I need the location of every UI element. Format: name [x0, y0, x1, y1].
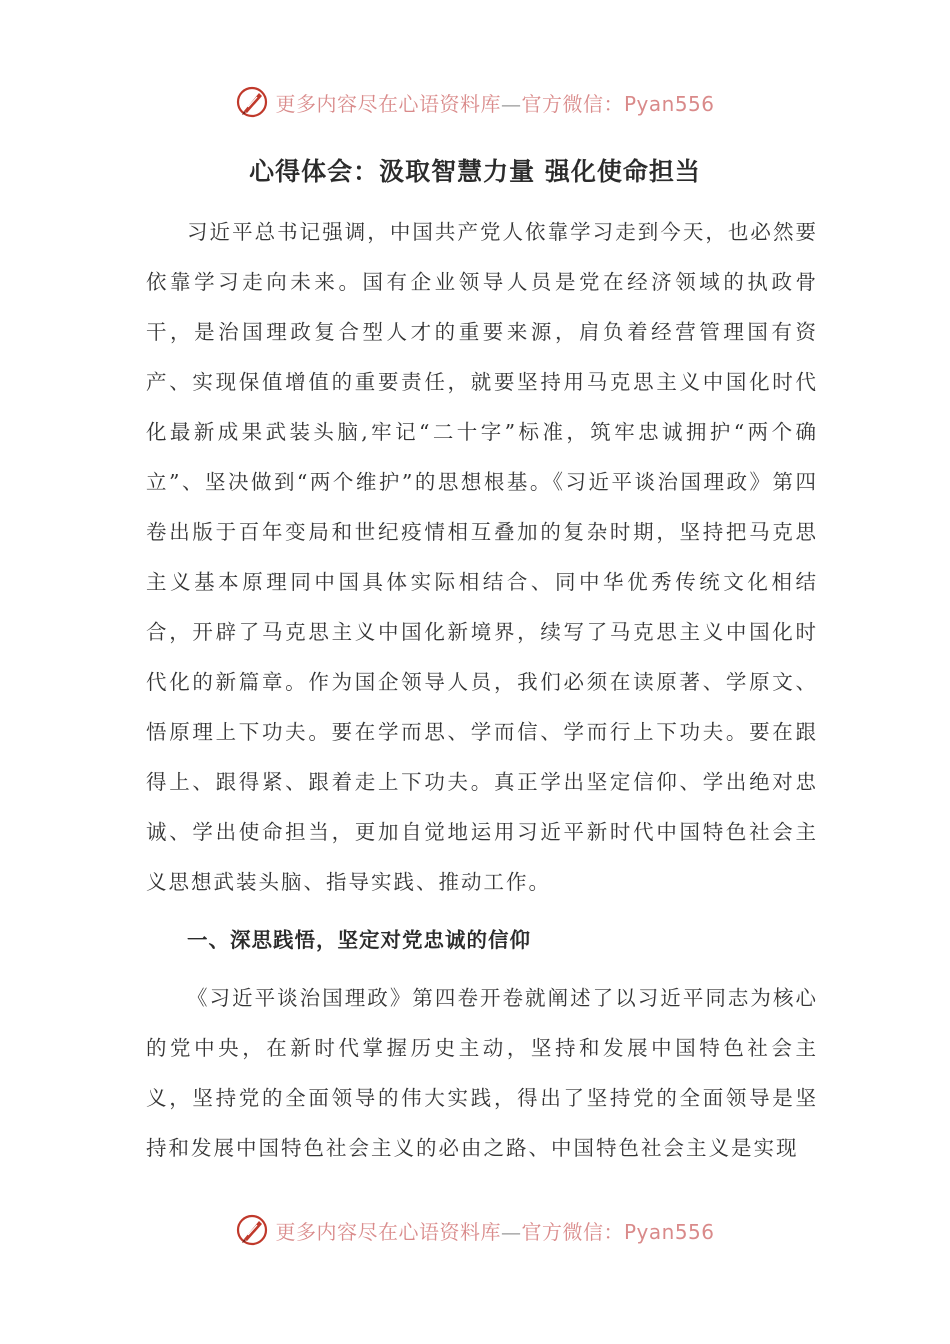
banner-text: 更多内容尽在心语资料库—官方微信：Pyan556: [275, 91, 715, 116]
document-body: [146, 207, 818, 1173]
header-banner: [0, 82, 950, 122]
document-title: 心得体会：汲取智慧力量 强化使命担当: [249, 157, 701, 186]
banner-text: 更多内容尽在心语资料库—官方微信：Pyan556: [275, 1219, 715, 1244]
quill-pen-logo-icon: [235, 85, 269, 119]
section-heading: 一、深思践悟，坚定对党忠诚的信仰: [187, 928, 531, 952]
footer-banner: [0, 1210, 950, 1250]
body-paragraph: 习近平总书记强调，中国共产党人依靠学习走到今天，也必然要依靠学习走向未来。国有企业领导人员是党在经济领域的执政骨干，是治国理政复合型人才的重要来源，肩负着经营管理国有资产、实现保值增值的重要责任，就要坚持用马克思主义中国化时代化最新成果武装头脑,牢记“二十字”标准，筑牢忠诚拥护“两个确立”、坚决做到“两个维护”的思想根基。《习近平谈治国理政》第四卷出版于百年变局和世纪疫情相互叠加的复杂时期，坚持把马克思主义基本原理同中国具体实际相结合、同中华优秀传统文化相结合，开辟了马克思主义中国化新境界，续写了马克思主义中国化时代化的新篇章。作为国企领导人员，我们必须在读原著、学原文、悟原理上下功夫。要在学而思、学而信、学而行上下功夫。要在跟得上、跟得紧、跟着走上下功夫。真正学出坚定信仰、学出绝对忠诚、学出使命担当，更加自觉地运用习近平新时代中国特色社会主义思想武装头脑、指导实践、推动工作。: [146, 220, 818, 894]
quill-pen-logo-icon: [235, 1213, 269, 1247]
section-paragraph: 《习近平谈治国理政》第四卷开卷就阐述了以习近平同志为核心的党中央，在新时代掌握历史主动，坚持和发展中国特色社会主义，坚持党的全面领导的伟大实践，得出了坚持党的全面领导是坚持和发展中国特色社会主义的必由之路、中国特色社会主义是实现: [146, 986, 818, 1160]
